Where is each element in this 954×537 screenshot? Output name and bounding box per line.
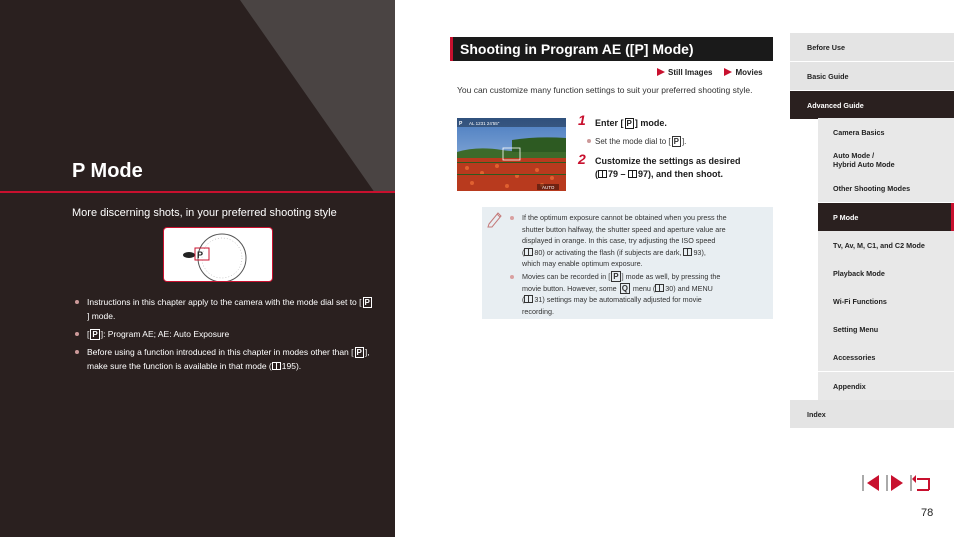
page-ref-icon xyxy=(683,248,692,256)
p-mode-icon: P xyxy=(613,271,619,281)
triangle-icon xyxy=(657,68,665,76)
note-box xyxy=(482,207,773,319)
page-ref-link[interactable]: 80 xyxy=(534,247,543,257)
p-mode-icon: P xyxy=(673,137,679,146)
section-title: Shooting in Program AE ([P] Mode) xyxy=(460,41,694,57)
chapter-title: P Mode xyxy=(72,160,143,182)
p-mode-icon: P xyxy=(92,330,98,339)
chapter-note: [ P ]: Program AE; AE: Auto Exposure xyxy=(75,327,375,341)
applicability-tags xyxy=(657,68,763,77)
chapter-panel xyxy=(0,0,395,537)
screen-iso: AUTO xyxy=(542,185,555,190)
page-ref-icon xyxy=(598,170,607,178)
triangle-icon xyxy=(724,68,732,76)
page-ref-link[interactable]: 30 xyxy=(665,283,674,293)
mode-dial-illustration xyxy=(163,227,273,282)
nav-item-other-shooting-modes[interactable]: Other Shooting Modes xyxy=(818,174,954,202)
page-ref-link[interactable]: 97 xyxy=(638,169,649,179)
pencil-icon xyxy=(486,210,504,228)
page-ref-icon xyxy=(524,295,533,303)
intro-text: You can customize many function settings to suit your preferred shooting style. xyxy=(457,85,753,95)
p-mode-icon: P xyxy=(364,298,370,307)
step-number: 1 xyxy=(578,112,586,128)
return-icon[interactable] xyxy=(909,473,931,493)
page-number: 78 xyxy=(921,507,934,519)
page-ref-icon xyxy=(524,248,533,256)
nav-item-basic-guide[interactable]: Basic Guide xyxy=(790,62,954,90)
q-menu-icon: Q xyxy=(621,283,628,293)
page-ref-link[interactable]: 195 xyxy=(281,361,296,371)
nav-item-wifi-functions[interactable]: Wi-Fi Functions xyxy=(818,287,954,315)
prev-page-icon[interactable] xyxy=(861,473,881,493)
page-ref-icon xyxy=(272,362,281,370)
camera-screen-image xyxy=(457,118,566,191)
chapter-notes xyxy=(75,295,375,377)
chapter-divider xyxy=(0,191,395,193)
page-ref-icon xyxy=(655,284,664,292)
page-ref-icon xyxy=(628,170,637,178)
mode-dial-icon xyxy=(164,228,273,282)
page-ref-link[interactable]: 93 xyxy=(693,247,702,257)
nav-item-setting-menu[interactable]: Setting Menu xyxy=(818,315,954,343)
next-page-icon[interactable] xyxy=(885,473,905,493)
section-header xyxy=(450,37,773,61)
nav-item-tv-av-m-mode[interactable]: Tv, Av, M, C1, and C2 Mode xyxy=(818,231,954,259)
chapter-note: Instructions in this chapter apply to the camera with the mode dial set to [ P] mode. xyxy=(75,295,375,323)
step-title: Customize the settings as desired ( 79 – 97), and then shoot. xyxy=(595,156,741,179)
nav-item-accessories[interactable]: Accessories xyxy=(818,343,954,371)
panel-diagonal-graphic xyxy=(0,0,395,193)
nav-item-appendix[interactable]: Appendix xyxy=(818,372,954,400)
step-number: 2 xyxy=(578,151,586,167)
p-mode-icon: P xyxy=(626,119,632,128)
nav-item-camera-basics[interactable]: Camera Basics xyxy=(818,118,954,146)
p-mode-icon: P xyxy=(356,348,362,357)
nav-item-p-mode[interactable]: P Mode xyxy=(818,203,954,231)
page-ref-link[interactable]: 31 xyxy=(534,295,543,305)
tag-still-images: Still Images xyxy=(668,68,713,77)
screen-mode-label: P xyxy=(459,121,463,127)
nav-item-before-use[interactable]: Before Use xyxy=(790,33,954,61)
dial-mode-label: P xyxy=(197,250,204,260)
nav-item-advanced-guide[interactable]: Advanced Guide xyxy=(790,91,954,119)
nav-item-index[interactable]: Index xyxy=(790,400,954,428)
screen-top-info: AL 1231 24'55" xyxy=(469,121,500,126)
note-item: If the optimum exposure cannot be obtained when you press the shutter button halfway, the shutter speed and aperture value are displayed in orange. In this case, try adjusting the ISO speed ( 80) or activating the flash (if subjects are dark, 93), which may enable optimum exposure. xyxy=(510,212,762,270)
step-title: Enter [ P ] mode. xyxy=(595,118,667,128)
nav-item-auto-mode[interactable]: Auto Mode / Hybrid Auto Mode xyxy=(818,146,954,174)
page-navigation xyxy=(861,473,933,493)
tag-movies: Movies xyxy=(735,68,763,77)
chapter-subtitle: More discerning shots, in your preferred shooting style xyxy=(72,207,337,219)
step-substep: Set the mode dial to [ P ]. xyxy=(587,136,686,147)
nav-item-playback-mode[interactable]: Playback Mode xyxy=(818,259,954,287)
note-list xyxy=(510,212,762,317)
page-ref-link[interactable]: 79 xyxy=(608,169,619,179)
note-item: Movies can be recorded in [ P ] mode as well, by pressing the movie button. However, some Q menu ( 30) and MENU ( 31) settings may be automatically adjusted for movie recording. xyxy=(510,271,762,317)
chapter-note: Before using a function introduced in this chapter in modes other than [ P ], make sure the function is available in that mode ( 195). xyxy=(75,345,375,373)
